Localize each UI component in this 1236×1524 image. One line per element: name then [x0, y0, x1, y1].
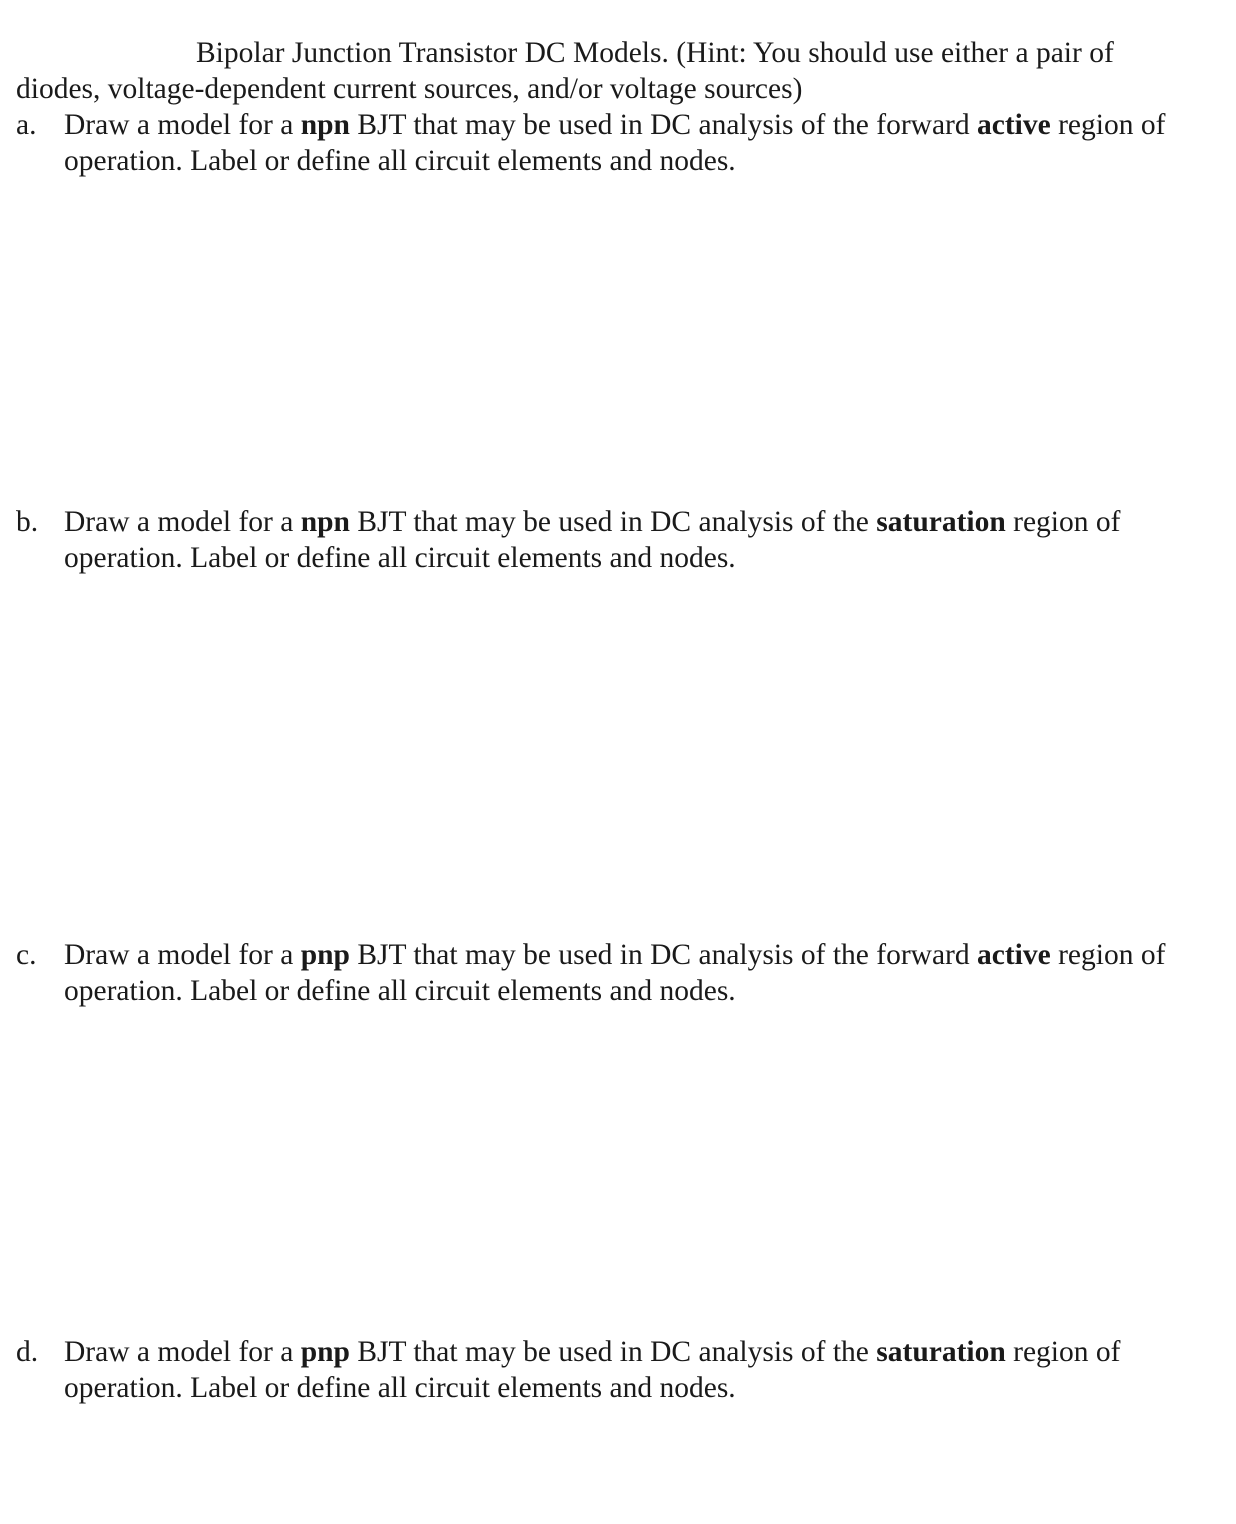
answer-space-d[interactable] — [16, 1412, 1196, 1512]
question-letter: b. — [16, 506, 39, 538]
question-a — [16, 107, 1196, 179]
answer-space-a[interactable] — [16, 185, 1196, 495]
question-c — [16, 937, 1196, 1009]
problem-intro — [16, 35, 1196, 107]
question-letter: a. — [16, 109, 37, 141]
question-b — [16, 504, 1196, 576]
device-type: pnp — [300, 1336, 350, 1368]
device-type: pnp — [300, 939, 350, 971]
question-text: Draw a model for a npn BJT that may be used in DC analysis of the saturation region of operation. Label or define all circuit elements and nodes. — [64, 506, 1121, 574]
problem-title: Bipolar Junction Transistor DC Models. — [196, 37, 669, 69]
operation-region: saturation — [876, 1336, 1006, 1368]
answer-space-c[interactable] — [16, 1015, 1196, 1325]
operation-region: active — [977, 109, 1051, 141]
question-text: Draw a model for a pnp BJT that may be used in DC analysis of the saturation region of operation. Label or define all circuit elements and nodes. — [64, 1336, 1121, 1404]
question-d — [16, 1334, 1196, 1406]
device-type: npn — [300, 506, 350, 538]
problem-hint: (Hint: You should use either a pair of diodes, voltage-dependent current sources, and/or voltage sources) — [16, 37, 1114, 105]
question-letter: c. — [16, 939, 37, 971]
device-type: npn — [300, 109, 350, 141]
answer-space-b[interactable] — [16, 582, 1196, 932]
operation-region: saturation — [876, 506, 1006, 538]
question-text: Draw a model for a pnp BJT that may be used in DC analysis of the forward active region of operation. Label or define all circuit elements and nodes. — [64, 939, 1166, 1007]
question-text: Draw a model for a npn BJT that may be used in DC analysis of the forward active region of operation. Label or define all circuit elements and nodes. — [64, 109, 1166, 177]
question-letter: d. — [16, 1336, 39, 1368]
operation-region: active — [977, 939, 1051, 971]
